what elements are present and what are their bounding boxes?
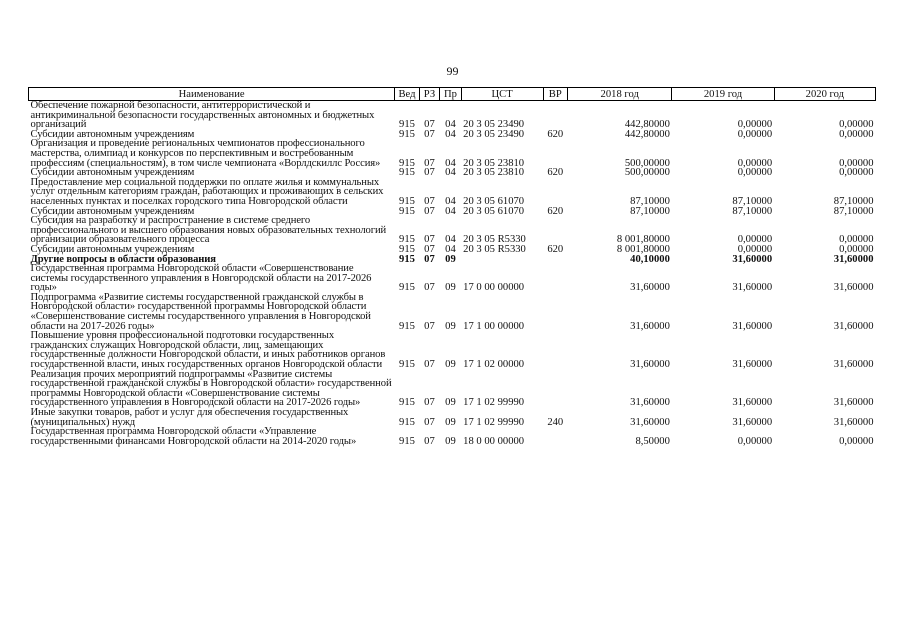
column-header-cst: ЦСТ xyxy=(461,88,543,101)
row-amount-2019: 31,60000 xyxy=(732,320,773,332)
row-rz: 07 xyxy=(424,435,435,447)
row-amount-2020: 0,00000 xyxy=(839,157,874,169)
row-name: Обеспечение пожарной безопасности, антитеррористической и антикриминальной безопасности государственных автономных и бюджетных организаций xyxy=(30,100,375,131)
table-row xyxy=(29,139,876,168)
row-cst: 18 0 00 00000 xyxy=(463,435,525,447)
table-row xyxy=(29,331,876,369)
row-amount-2019: 0,00000 xyxy=(737,243,773,255)
row-amount-2018: 31,60000 xyxy=(630,416,670,428)
table-body xyxy=(29,101,876,447)
row-cst: 20 3 05 23490 xyxy=(463,119,525,131)
row-amount-2020: 0,00000 xyxy=(839,234,874,246)
row-rz: 07 xyxy=(424,234,435,246)
column-header-ved: Вед xyxy=(395,88,420,101)
row-pr: 09 xyxy=(445,282,456,294)
column-header-vr: ВР xyxy=(543,88,568,101)
row-vr xyxy=(543,101,568,130)
row-pr: 09 xyxy=(445,435,456,447)
row-rz: 07 xyxy=(424,397,435,409)
row-amount-2020: 0,00000 xyxy=(839,128,874,140)
row-vr xyxy=(543,331,568,369)
row-name: Субсидии автономным учреждениям xyxy=(30,243,195,255)
column-header-2018: 2018 год xyxy=(568,88,672,101)
row-ved: 915 xyxy=(399,157,415,169)
table-row xyxy=(29,178,876,207)
row-name: Субсидии автономным учреждениям xyxy=(30,205,195,217)
row-vr: 620 xyxy=(547,205,564,217)
row-amount-2019: 31,60000 xyxy=(732,359,773,371)
row-pr: 04 xyxy=(445,243,456,255)
row-name: Иные закупки товаров, работ и услуг для обеспечения государственных (муниципальных) нужд xyxy=(30,407,349,428)
row-pr: 09 xyxy=(445,416,456,428)
row-amount-2020: 0,00000 xyxy=(839,119,874,131)
budget-table xyxy=(28,87,876,446)
table-row xyxy=(29,427,876,446)
row-amount-2020: 31,60000 xyxy=(833,397,874,409)
row-vr xyxy=(543,293,568,331)
row-amount-2020: 87,10000 xyxy=(833,195,874,207)
row-amount-2020: 0,00000 xyxy=(839,435,874,447)
table-row xyxy=(29,216,876,245)
row-amount-2018: 40,10000 xyxy=(630,253,670,265)
row-name: Государственная программа Новгородской области «Управление государственными финансами Новгородской области на 2014-2020 годы» xyxy=(30,426,357,447)
row-amount-2018: 87,10000 xyxy=(630,195,670,207)
column-header-rz: РЗ xyxy=(419,88,439,101)
table-header-row xyxy=(29,88,876,101)
row-name: Организация и проведение региональных чемпионатов профессионального мастерства, олимпиад и конкурсов по перспективным и востребованным профессиям (специальностям), в том числе чемпионата «Ворлдскиллс Россия» xyxy=(30,138,381,169)
row-pr: 09 xyxy=(445,253,456,265)
table-row xyxy=(29,408,876,427)
row-vr xyxy=(543,264,568,293)
row-rz: 07 xyxy=(424,157,435,169)
row-amount-2020: 31,60000 xyxy=(833,253,874,265)
row-amount-2020: 0,00000 xyxy=(839,243,874,255)
row-amount-2019: 31,60000 xyxy=(732,416,773,428)
row-rz: 07 xyxy=(424,119,435,131)
row-vr xyxy=(543,370,568,408)
row-amount-2020: 0,00000 xyxy=(839,167,874,179)
row-vr: 620 xyxy=(547,128,564,140)
row-name: Субсидия на разработку и распространение в системе среднего профессионального и высшего образования новых образовательных технологий организации образовательного процесса xyxy=(30,215,387,246)
row-amount-2018: 442,80000 xyxy=(624,128,670,140)
row-cst: 20 3 05 23810 xyxy=(463,167,525,179)
row-cst: 20 3 05 R5330 xyxy=(463,243,526,255)
row-amount-2018: 442,80000 xyxy=(624,119,670,131)
row-vr xyxy=(543,216,568,245)
column-header-name: Наименование xyxy=(29,88,395,101)
row-vr xyxy=(543,255,568,265)
column-header-pr: Пр xyxy=(440,88,461,101)
row-amount-2019: 87,10000 xyxy=(732,195,773,207)
table-row xyxy=(29,101,876,130)
row-rz: 07 xyxy=(424,205,435,217)
row-rz: 07 xyxy=(424,243,435,255)
row-amount-2020: 31,60000 xyxy=(833,359,874,371)
row-amount-2019: 31,60000 xyxy=(732,282,773,294)
row-amount-2019: 87,10000 xyxy=(732,205,773,217)
row-name: Повышение уровня профессиональной подготовки государственных гражданских служащих Новгородской области, лиц, замещающих государственные должности Новгородской области, и иных работников органов государственной власти, иных государственных органов Новгородской области xyxy=(30,330,386,371)
row-vr: 620 xyxy=(547,167,564,179)
row-pr: 04 xyxy=(445,128,456,140)
row-cst: 17 1 02 00000 xyxy=(463,359,525,371)
row-ved: 915 xyxy=(399,128,415,140)
row-pr: 04 xyxy=(445,205,456,217)
row-pr: 04 xyxy=(445,119,456,131)
row-pr: 04 xyxy=(445,195,456,207)
row-vr xyxy=(543,178,568,207)
row-pr: 09 xyxy=(445,320,456,332)
row-ved: 915 xyxy=(399,253,415,265)
row-vr: 240 xyxy=(547,416,564,428)
row-amount-2019: 0,00000 xyxy=(737,435,773,447)
row-rz: 07 xyxy=(424,128,435,140)
table-row xyxy=(29,293,876,331)
row-ved: 915 xyxy=(399,119,415,131)
row-amount-2018: 8,50000 xyxy=(635,435,670,447)
row-amount-2019: 0,00000 xyxy=(737,157,773,169)
row-ved: 915 xyxy=(399,397,415,409)
row-cst: 17 1 02 99990 xyxy=(463,397,525,409)
row-amount-2018: 500,00000 xyxy=(624,157,670,169)
row-amount-2018: 8 001,80000 xyxy=(616,234,670,246)
row-cst: 17 1 00 00000 xyxy=(463,320,525,332)
row-amount-2020: 87,10000 xyxy=(833,205,874,217)
row-rz: 07 xyxy=(424,359,435,371)
row-amount-2020: 31,60000 xyxy=(833,320,874,332)
row-pr: 09 xyxy=(445,397,456,409)
row-cst: 17 1 02 99990 xyxy=(463,416,525,428)
row-cst xyxy=(461,255,543,265)
row-amount-2019: 31,60000 xyxy=(732,253,773,265)
row-amount-2018: 31,60000 xyxy=(630,282,670,294)
row-cst: 20 3 05 R5330 xyxy=(463,234,526,246)
row-ved: 915 xyxy=(399,282,415,294)
row-ved: 915 xyxy=(399,435,415,447)
row-amount-2018: 31,60000 xyxy=(630,320,670,332)
row-name: Реализация прочих мероприятий подпрограммы «Развитие системы государственной гражданской службы в Новгородской области» государственной программы Новгородской области «Совершенствование системы государственного управления в Новгородской области на 2017-2026 годы» xyxy=(30,368,392,409)
row-amount-2018: 31,60000 xyxy=(630,397,670,409)
row-cst: 17 0 00 00000 xyxy=(463,282,525,294)
row-amount-2018: 8 001,80000 xyxy=(616,243,670,255)
row-cst: 20 3 05 23810 xyxy=(463,157,525,169)
row-pr: 04 xyxy=(445,234,456,246)
row-amount-2018: 500,00000 xyxy=(624,167,670,179)
row-pr: 04 xyxy=(445,167,456,179)
row-name: Субсидии автономным учреждениям xyxy=(30,128,195,140)
row-amount-2019: 31,60000 xyxy=(732,397,773,409)
row-pr: 04 xyxy=(445,157,456,169)
row-amount-2018: 31,60000 xyxy=(630,359,670,371)
row-rz: 07 xyxy=(424,282,435,294)
row-name: Государственная программа Новгородской области «Совершенствование системы государственного управления в Новгородской области на 2017-2026 годы» xyxy=(30,263,372,294)
row-rz: 07 xyxy=(424,195,435,207)
row-ved: 915 xyxy=(399,243,415,255)
row-ved: 915 xyxy=(399,416,415,428)
row-amount-2019: 0,00000 xyxy=(737,167,773,179)
row-cst: 20 3 05 61070 xyxy=(463,195,525,207)
row-ved: 915 xyxy=(399,359,415,371)
row-amount-2019: 0,00000 xyxy=(737,119,773,131)
column-header-2020: 2020 год xyxy=(774,88,875,101)
row-ved: 915 xyxy=(399,320,415,332)
row-amount-2020: 31,60000 xyxy=(833,416,874,428)
table-row xyxy=(29,264,876,293)
row-vr: 620 xyxy=(547,243,564,255)
column-header-2019: 2019 год xyxy=(672,88,774,101)
table-row xyxy=(29,370,876,408)
row-name: Другие вопросы в области образования xyxy=(30,253,216,265)
page-number: 99 xyxy=(446,64,459,78)
row-ved: 915 xyxy=(399,195,415,207)
row-rz: 07 xyxy=(424,320,435,332)
row-amount-2019: 0,00000 xyxy=(737,234,773,246)
row-pr: 09 xyxy=(445,359,456,371)
row-rz: 07 xyxy=(424,253,435,265)
row-amount-2018: 87,10000 xyxy=(630,205,670,217)
row-name: Подпрограмма «Развитие системы государственной гражданской службы в Новгородской области» государственной программы Новгородской области «Совершенствование системы государственного управления в Новгородской области на 2017-2026 годы» xyxy=(30,291,371,332)
row-vr xyxy=(543,427,568,446)
row-amount-2019: 0,00000 xyxy=(737,128,773,140)
row-cst: 20 3 05 61070 xyxy=(463,205,525,217)
row-ved: 915 xyxy=(399,234,415,246)
row-ved: 915 xyxy=(399,205,415,217)
row-ved: 915 xyxy=(399,167,415,179)
row-rz: 07 xyxy=(424,416,435,428)
row-cst: 20 3 05 23490 xyxy=(463,128,525,140)
row-name: Субсидии автономным учреждениям xyxy=(30,167,195,179)
row-rz: 07 xyxy=(424,167,435,179)
row-name: Предоставление мер социальной поддержки по оплате жилья и коммунальных услуг отдельным категориям граждан, работающих и проживающих в сельских населенных пунктах и поселках городского типа Новгородской области xyxy=(30,176,384,207)
row-vr xyxy=(543,139,568,168)
row-amount-2020: 31,60000 xyxy=(833,282,874,294)
